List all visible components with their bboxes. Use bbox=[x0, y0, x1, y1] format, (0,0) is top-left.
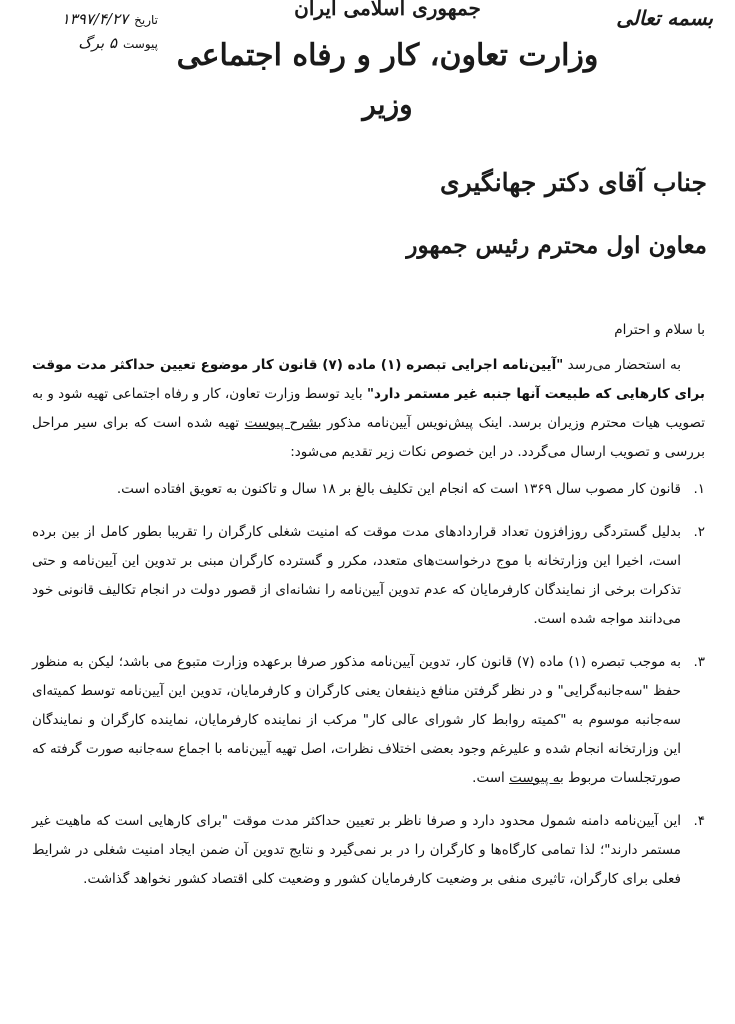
item-text: بدلیل گستردگی روزافزون تعداد قراردادهای مدت موقت که امنیت شغلی کارگران را تقریبا بطور کامل از بین برده است، اخیرا این وزارتخانه با موج درخواست‌های متعدد، مکرر و گسترده کارگران مبنی بر تدوین این آیین‌نامه و حتی تذکرات برخی از نمایندگان کارفرمایان که عدم تدوین آیین‌نامه را نشانه‌ای از قصور دولت در انجام تکالیف قانونی خود می‌دانند مواجه شده است. bbox=[32, 524, 681, 627]
item-text bbox=[32, 648, 681, 793]
item-text: قانون کار مصوب سال ۱۳۶۹ است که انجام این تکلیف بالغ بر ۱۸ سال و تاکنون به تعویق افتاده است. bbox=[116, 481, 681, 497]
ministry-title: وزارت تعاون، کار و رفاه اجتماعی bbox=[176, 38, 599, 73]
item-number: ۳. bbox=[693, 654, 705, 670]
date-value: ۱۳۹۷/۴/۲۷ bbox=[61, 10, 129, 28]
bismillah-heading: بسمه تعالی bbox=[616, 6, 713, 30]
regulation-title: "آیین‌نامه اجرایی تبصره (۱) ماده (۷) قانون کار موضوع تعیین حداکثر مدت موقت برای کارهایی که طبیعت آنها جنبه غیر مستمر دارد" bbox=[32, 357, 705, 402]
item-text-part-a: به موجب تبصره (۱) ماده (۷) قانون کار، تدوین آیین‌نامه مذکور صرفا برعهده وزارت متبوع می باشد؛ لیکن به منظور حفظ "سه‌جانبه‌گرایی" و در نظر گرفتن منافع ذینفعان یعنی کارگران و کارفرمایان، تدوین این آیین‌نامه توسط کمیته‌ای سه‌جانبه موسوم به "کمیته روابط کار شورای عالی کار" مرکب از نماینده کارفرمایان، نماینده کارگران و نمایندگان این وزارتخانه انجام شده و علیرغم وجود بعضی اختلاف نظرات، اصل تهیه آیین‌نامه با اجماع سه‌جانبه صورت گرفته که صورتجلسات مربوط bbox=[31, 654, 682, 786]
attachment-reference: به پیوست bbox=[509, 770, 564, 786]
list-item bbox=[32, 518, 705, 634]
intro-text-3: تهیه شده است که برای سیر مراحل بررسی و تصویب ارسال می‌گردد. در این خصوص نکات زیر تقدیم می‌شود: bbox=[32, 415, 705, 460]
republic-title: جمهوری اسلامی ایران bbox=[294, 0, 481, 20]
item-text: این آیین‌نامه دامنه شمول محدود دارد و صرفا ناظر بر تعیین حداکثر مدت موقت "برای کارهایی است که ماهیت غیر مستمر دارند"؛ لذا تمامی کارگاه‌ها و کارگران را در بر نمی‌گیرد و نتایج تدوین آن ضمن ایجاد امنیت شغلی در شرایط فعلی برای کارگران، تاثیری منفی بر وضعیت کارفرمایان کشور و وضعیت کلی اقتصاد کشور نخواهد گذاشت. bbox=[32, 813, 681, 887]
date-label: تاریخ bbox=[134, 13, 158, 27]
addressee-name: جناب آقای دکتر جهانگیری bbox=[440, 168, 707, 197]
addressee-title: معاون اول محترم رئیس جمهور bbox=[406, 232, 707, 259]
item-number: ۲. bbox=[693, 524, 705, 540]
attachment-value: ۵ برگ bbox=[78, 34, 117, 52]
minister-title: وزیر bbox=[362, 88, 413, 121]
points-list bbox=[32, 475, 705, 894]
intro-text-1: به استحضار می‌رسد bbox=[563, 357, 681, 373]
attachment-label: پیوست bbox=[123, 37, 158, 51]
intro-paragraph bbox=[32, 351, 705, 467]
attachment-reference: بشرح پیوست bbox=[244, 415, 322, 431]
letter-body bbox=[32, 316, 705, 908]
list-item bbox=[32, 475, 705, 504]
item-number: ۴. bbox=[693, 813, 705, 829]
list-item bbox=[32, 648, 705, 793]
greeting: با سلام و احترام bbox=[614, 322, 705, 338]
item-number: ۱. bbox=[693, 481, 705, 497]
list-item bbox=[32, 807, 705, 894]
intro-text-2: باید توسط وزارت تعاون، کار و رفاه اجتماعی تهیه شود و به تصویب هیات محترم وزیران برسد. اینک پیش‌نویس آیین‌نامه مذکور bbox=[32, 386, 705, 431]
item-text-part-b: است. bbox=[472, 770, 510, 786]
